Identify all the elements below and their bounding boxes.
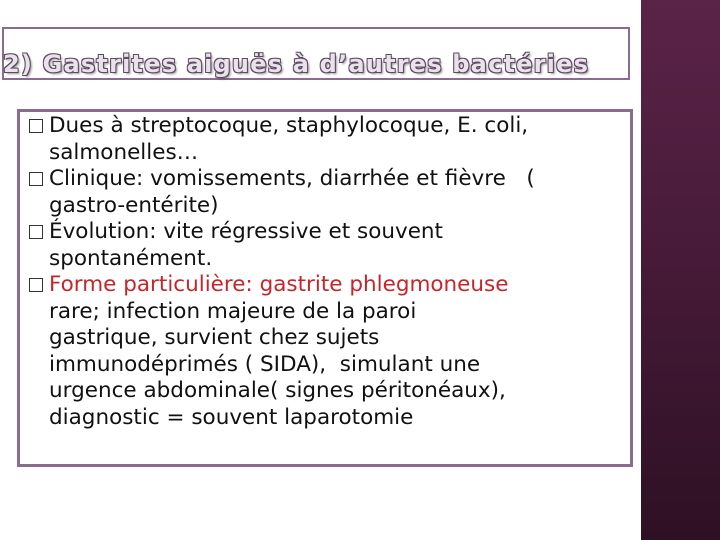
bullet-item-2 <box>29 166 629 219</box>
decorative-sidebar <box>641 0 720 540</box>
bullet-line: diagnostic = souvent laparotomie <box>49 404 414 430</box>
square-bullet-icon <box>29 278 43 292</box>
bullet-line: Dues à streptocoque, staphylocoque, E. coli, <box>49 113 529 138</box>
bullet-line: gastrique, survient chez sujets <box>49 325 380 350</box>
bullet-list <box>29 113 629 431</box>
bullet-line: immunodéprimés ( SIDA), simulant une <box>49 351 481 377</box>
slide-title: 2) Gastrites aiguës à d’autres bactéries <box>3 50 590 78</box>
bullet-line: Évolution: vite régressive et souvent <box>49 219 443 244</box>
bullet-line: urgence abdominale( signes péritonéaux), <box>49 378 506 403</box>
bullet-line: gastro-entérite) <box>49 192 219 218</box>
bullet-line: Clinique: vomissements, diarrhée et fièvre ( <box>49 166 535 191</box>
square-bullet-icon <box>29 225 43 239</box>
bullet-item-4 <box>29 272 629 431</box>
bullet-line: rare; infection majeure de la paroi <box>49 298 417 324</box>
bullet-line: salmonelles… <box>49 139 199 165</box>
bullet-item-3 <box>29 219 629 272</box>
square-bullet-icon <box>29 172 43 186</box>
square-bullet-icon <box>29 119 43 133</box>
bullet-highlight: Forme particulière: gastrite phlegmoneuse <box>49 272 509 297</box>
bullet-line: spontanément. <box>49 245 213 271</box>
bullet-item-1 <box>29 113 629 166</box>
